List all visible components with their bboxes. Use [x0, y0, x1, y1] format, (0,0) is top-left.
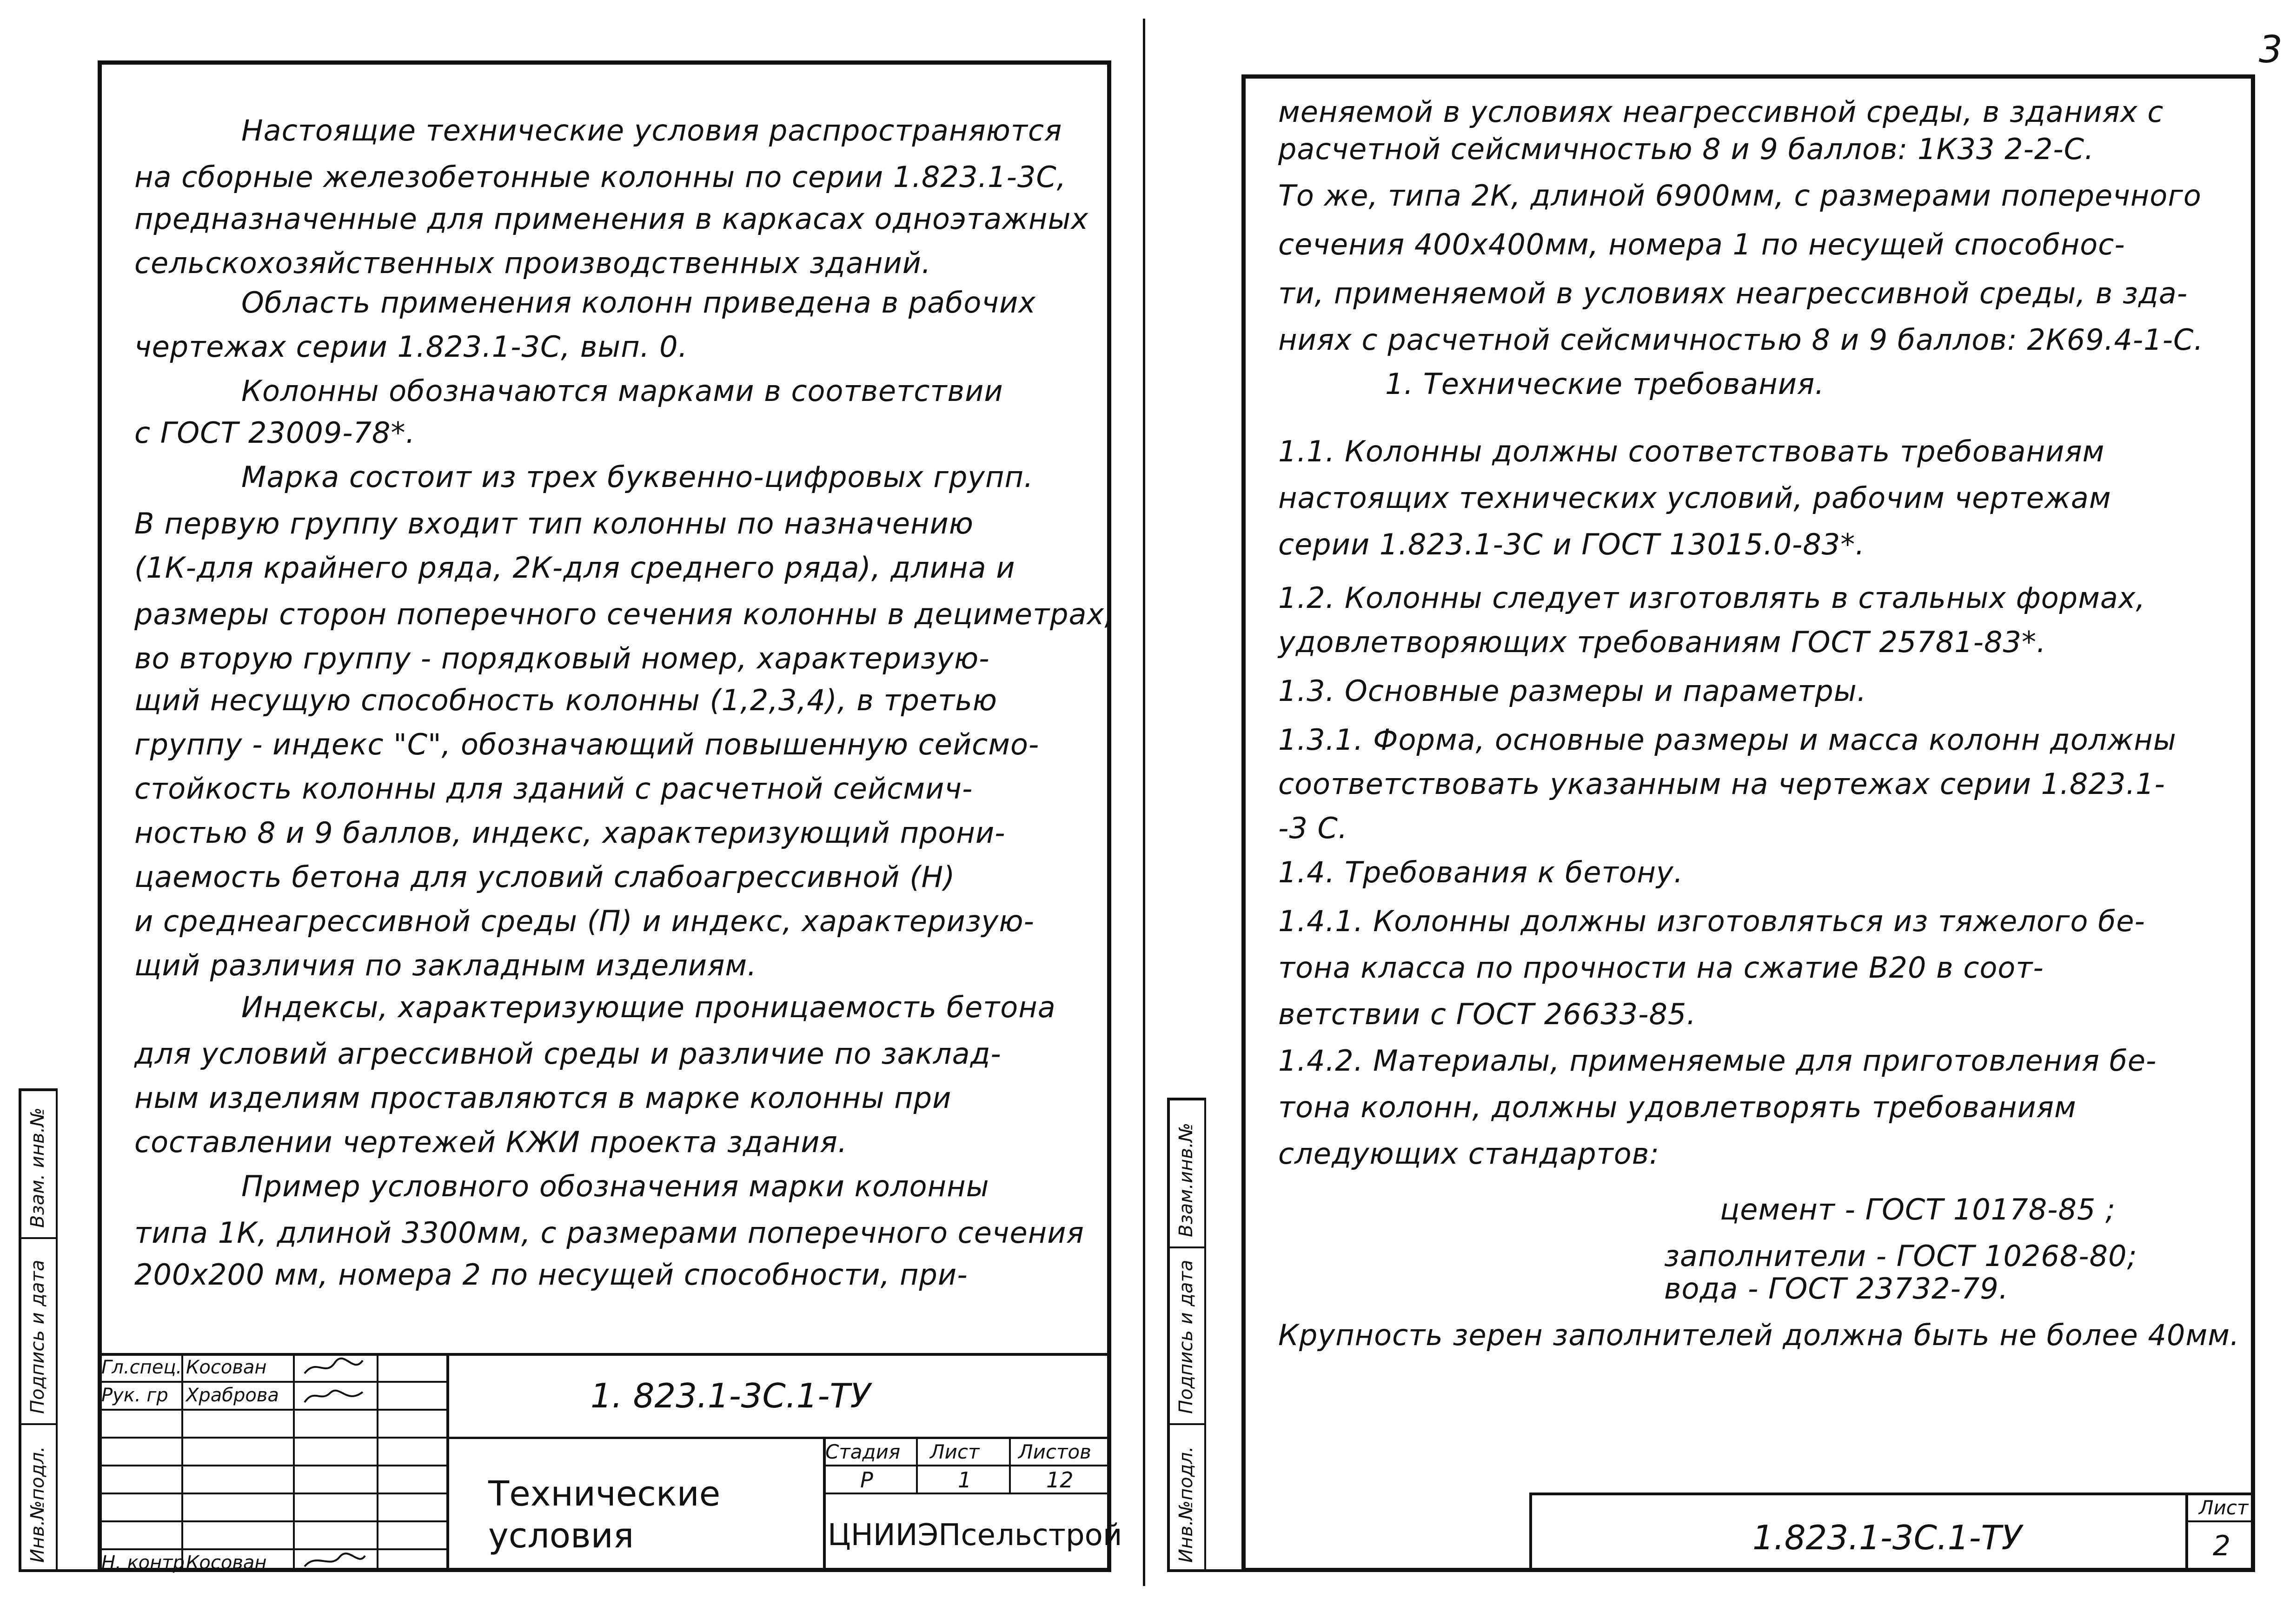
text-line: меняемой в условиях неагрессивной среды, в зданиях с: [1278, 95, 2164, 129]
text-line: То же, типа 2К, длиной 6900мм, с размерами поперечного: [1278, 179, 2202, 213]
left-title-block: [98, 1353, 1122, 1573]
tb-sheet: 1: [958, 1467, 972, 1493]
tb-row1-signature: [302, 1356, 367, 1384]
text-line: размеры сторон поперечного сечения колонны в дециметрах,: [134, 597, 1114, 631]
right-side-label-2: Подпись и дата: [1175, 1259, 1197, 1414]
tb-row3-signature: [302, 1550, 367, 1576]
left-binding-strip: [19, 1088, 98, 1572]
tb-designation: 1. 823.1-3С.1-ТУ: [591, 1376, 871, 1415]
text-line: 1.3.1. Форма, основные размеры и масса колонн должны: [1278, 723, 2177, 757]
tb-sheets: 12: [1046, 1467, 1074, 1493]
text-line: удовлетворяющих требованиям ГОСТ 25781-83*.: [1278, 625, 2046, 659]
text-line: Пример условного обозначения марки колонны: [241, 1169, 989, 1203]
text-line: ностью 8 и 9 баллов, индекс, характеризующий прони-: [134, 816, 1006, 850]
tb-col-sheet: Лист: [930, 1440, 980, 1463]
tb-organization: ЦНИИЭПсельстрой: [828, 1518, 1122, 1553]
left-side-label-1: Инв.№подл.: [27, 1446, 48, 1563]
text-line: для условий агрессивной среды и различие по заклад-: [134, 1037, 1002, 1071]
text-line: Колонны обозначаются марками в соответствии: [241, 374, 1003, 408]
text-line: ным изделиям проставляются в марке колонны при: [134, 1081, 952, 1115]
text-line: чертежах серии 1.823.1-3С, вып. 0.: [134, 330, 688, 364]
tb-row2-name: Храброва: [186, 1385, 279, 1406]
text-line: 1.3. Основные размеры и параметры.: [1278, 674, 1867, 708]
tb-stage: Р: [860, 1467, 873, 1493]
left-side-label-3: Взам. инв.№: [27, 1107, 48, 1228]
text-line: цемент - ГОСТ 10178-85 ;: [1720, 1193, 2116, 1226]
text-line: Область применения колонн приведена в рабочих: [241, 286, 1036, 320]
right-tb-designation: 1.823.1-3С.1-ТУ: [1752, 1518, 2022, 1557]
right-side-label-3: Взам.инв.№: [1175, 1122, 1197, 1237]
text-line: ниях с расчетной сейсмичностью 8 и 9 баллов: 2К69.4-1-С.: [1278, 323, 2204, 357]
left-side-label-2: Подпись и дата: [27, 1259, 48, 1414]
text-line: во вторую группу - порядковый номер, характеризую-: [134, 641, 990, 675]
tb-row1-name: Косован: [186, 1357, 267, 1378]
right-sheet-frame: [1241, 74, 2255, 1572]
text-line: стойкость колонны для зданий с расчетной сейсмич-: [134, 772, 973, 806]
text-line: Марка состоит из трех буквенно-цифровых групп.: [241, 460, 1034, 494]
text-line: на сборные железобетонные колонны по серии 1.823.1-3С,: [134, 160, 1067, 194]
text-line: тона колонн, должны удовлетворять требованиям: [1278, 1090, 2077, 1124]
text-line: 200х200 мм, номера 2 по несущей способности, при-: [134, 1258, 968, 1292]
tb-doc-title-2: условия: [488, 1516, 634, 1556]
tb-col-stage: Стадия: [825, 1440, 901, 1463]
text-line: сельскохозяйственных производственных зданий.: [134, 246, 931, 280]
text-line: Крупность зерен заполнителей должна быть не более 40мм.: [1278, 1318, 2240, 1352]
text-line: ветствии с ГОСТ 26633-85.: [1278, 997, 1697, 1031]
text-line: 1.4.1. Колонны должны изготовляться из тяжелого бе-: [1278, 904, 2145, 938]
text-line: вода - ГОСТ 23732-79.: [1664, 1272, 2009, 1306]
text-line: настоящих технических условий, рабочим чертежам: [1278, 481, 2111, 515]
right-sheet-text: [1246, 79, 2250, 1381]
tb-row1-role: Гл.спец.: [101, 1357, 182, 1378]
text-line: 1.4.2. Материалы, применяемые для приготовления бе-: [1278, 1044, 2157, 1078]
text-line: предназначенные для применения в каркасах одноэтажных: [134, 202, 1089, 236]
text-line: расчетной сейсмичностью 8 и 9 баллов: 1К33 2-2-С.: [1278, 132, 2094, 166]
right-side-label-1: Инв.№подл.: [1175, 1446, 1197, 1563]
page-number: 3: [2259, 28, 2283, 71]
text-line: сечения 400х400мм, номера 1 по несущей способнос-: [1278, 227, 2125, 261]
text-line: тона класса по прочности на сжатие В20 в соот-: [1278, 951, 2044, 985]
right-tb-sheet-label: Лист: [2199, 1496, 2249, 1519]
text-line: составлении чертежей КЖИ проекта здания.: [134, 1125, 848, 1159]
tb-row2-signature: [302, 1384, 367, 1412]
tb-row2-role: Рук. гр: [101, 1385, 168, 1406]
text-line: цаемость бетона для условий слабоагрессивной (Н): [134, 860, 956, 894]
text-line: с ГОСТ 23009-78*.: [134, 416, 416, 450]
text-line: щий несущую способность колонны (1,2,3,4), в третью: [134, 683, 997, 717]
text-line: ти, применяемой в условиях неагрессивной среды, в зда-: [1278, 276, 2188, 310]
text-line: Индексы, характеризующие проницаемость бетона: [241, 990, 1056, 1024]
text-line: следующих стандартов:: [1278, 1137, 1660, 1171]
right-binding-strip: [1167, 1098, 1241, 1572]
tb-row3-name: Косован: [186, 1552, 267, 1573]
text-line: 1. Технические требования.: [1385, 367, 1825, 401]
text-line: 1.2. Колонны следует изготовлять в стальных формах,: [1278, 581, 2146, 615]
left-sheet-frame: [98, 60, 1122, 1573]
left-sheet-text: [102, 65, 1114, 1348]
tb-row3-role: Н. контр: [101, 1552, 185, 1573]
text-line: типа 1К, длиной 3300мм, с размерами поперечного сечения: [134, 1216, 1084, 1250]
text-line: Настоящие технические условия распространяются: [241, 113, 1062, 147]
text-line: заполнители - ГОСТ 10268-80;: [1664, 1239, 2137, 1273]
text-line: серии 1.823.1-3С и ГОСТ 13015.0-83*.: [1278, 527, 1865, 561]
tb-col-sheets: Листов: [1018, 1440, 1091, 1463]
text-line: -3 С.: [1278, 811, 1348, 845]
text-line: В первую группу входит тип колонны по назначению: [134, 506, 974, 540]
text-line: 1.1. Колонны должны соответствовать требованиям: [1278, 434, 2105, 468]
tb-doc-title-1: Технические: [488, 1474, 721, 1514]
right-tb-sheet: 2: [2213, 1530, 2231, 1562]
text-line: группу - индекс "С", обозначающий повышенную сейсмо-: [134, 727, 1040, 761]
text-line: щий различия по закладным изделиям.: [134, 948, 757, 982]
text-line: (1К-для крайнего ряда, 2К-для среднего ряда), длина и: [134, 551, 1015, 585]
text-line: 1.4. Требования к бетону.: [1278, 855, 1684, 889]
center-divider: [1143, 19, 1145, 1586]
text-line: соответствовать указанным на чертежах серии 1.823.1-: [1278, 767, 2165, 801]
right-title-block: [1529, 1493, 2255, 1572]
text-line: и среднеагрессивной среды (П) и индекс, характеризую-: [134, 904, 1035, 938]
